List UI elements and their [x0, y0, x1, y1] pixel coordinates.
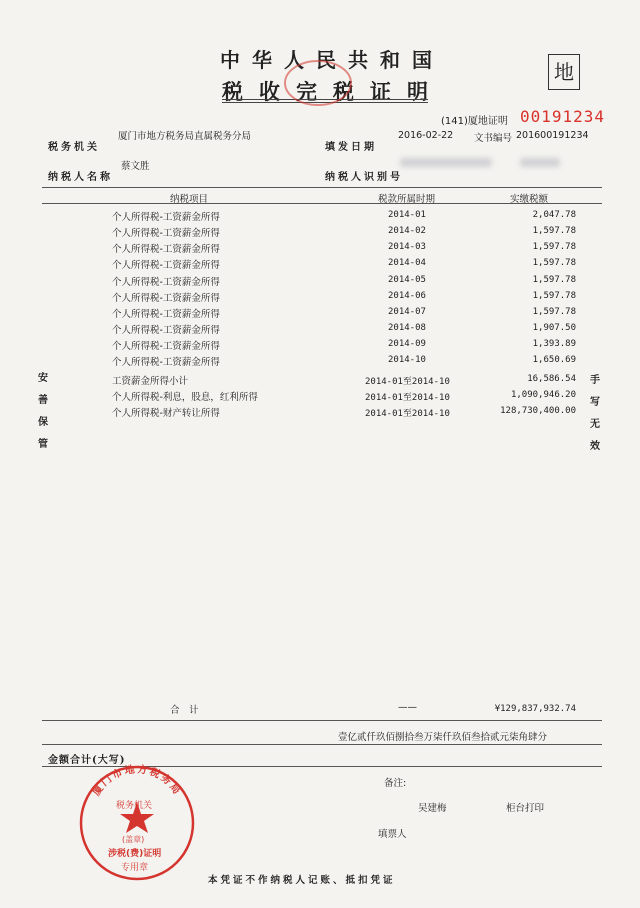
- row-item: 个人所得税-工资薪金所得: [112, 277, 220, 288]
- total-in-words: 壹亿贰仟玖佰捌拾叁万柒仟玖佰叁拾贰元柒角肆分: [338, 732, 548, 743]
- summary-item: 个人所得税-利息，股息，红利所得: [112, 392, 258, 403]
- taxpayer-name-value: 蔡文胜: [121, 161, 150, 172]
- words-rule: [42, 744, 602, 745]
- row-amount: 1,597.78: [532, 275, 576, 285]
- seal-ring-text: 厦门市地方税务局: [91, 764, 183, 798]
- remarks-label: 备注:: [384, 778, 407, 789]
- totals-rule: [42, 720, 602, 721]
- row-item: 个人所得税-工资薪金所得: [112, 357, 220, 368]
- row-amount: 1,393.89: [532, 339, 576, 349]
- seal-bottom-text-2: 专用章: [121, 863, 149, 873]
- doc-no-label: 文书编号: [474, 133, 513, 144]
- side-note-left: 安善保管: [38, 373, 48, 450]
- person-name: 吴建梅: [418, 803, 447, 814]
- row-period: 2014-09: [388, 339, 426, 349]
- taxpayer-id-redacted-2: [520, 158, 560, 167]
- row-item: 个人所得税-工资薪金所得: [112, 309, 220, 320]
- side-note-right: 手写无效: [590, 375, 600, 452]
- row-item: 个人所得税-工资薪金所得: [112, 212, 220, 223]
- form-marker-box: 地: [548, 54, 580, 90]
- amount-words-label: 金额合计(大写): [48, 755, 126, 766]
- row-item: 个人所得税-工资薪金所得: [112, 228, 220, 239]
- row-period: 2014-07: [388, 307, 426, 317]
- row-period: 2014-02: [388, 226, 426, 236]
- taxpayer-id-redacted: [400, 158, 492, 167]
- summary-amount: 128,730,400.00: [500, 406, 576, 416]
- summary-period: 2014-01至2014-10: [365, 393, 450, 403]
- printing-note: 柜台打印: [506, 803, 545, 814]
- taxpayer-id-label: 纳税人识别号: [325, 172, 403, 183]
- row-period: 2014-04: [388, 258, 426, 268]
- header-amount: 实缴税额: [510, 194, 549, 205]
- title-line-1: 中华人民共和国: [220, 48, 444, 72]
- header-tax-item: 纳税项目: [170, 194, 209, 205]
- header-period: 税款所属时期: [378, 194, 436, 205]
- seal-bottom-text-1: 涉税(费)证明: [108, 849, 162, 859]
- summary-period: 2014-01至2014-10: [365, 409, 450, 419]
- row-amount: 1,907.50: [532, 323, 576, 333]
- title-line-2: 税收完税证明: [222, 79, 444, 104]
- issue-date-value: 2016-02-22: [398, 130, 454, 141]
- summary-amount: 16,586.54: [527, 374, 576, 384]
- row-item: 个人所得税-工资薪金所得: [112, 260, 220, 271]
- row-amount: 1,597.78: [532, 258, 576, 268]
- cert-number: 00191234: [520, 107, 606, 126]
- row-amount: 1,597.78: [532, 226, 576, 236]
- total-dash: ——: [398, 702, 417, 713]
- total-amount: ¥129,837,932.74: [494, 704, 576, 714]
- row-amount: 1,597.78: [532, 291, 576, 301]
- summary-amount: 1,090,946.20: [510, 390, 576, 400]
- seal-center-text-2: (盖章): [122, 835, 145, 844]
- row-period: 2014-01: [388, 210, 426, 220]
- summary-item: 工资薪金所得小计: [112, 376, 189, 387]
- cert-label: (141)厦地证明: [441, 116, 508, 127]
- row-item: 个人所得税-工资薪金所得: [112, 244, 220, 255]
- row-amount: 1,650.69: [532, 355, 576, 365]
- official-seal: [78, 764, 196, 882]
- row-period: 2014-05: [388, 275, 426, 285]
- summary-item: 个人所得税-财产转让所得: [112, 408, 220, 419]
- total-label: 合 计: [170, 705, 199, 716]
- tax-authority-value: 厦门市地方税务局直属税务分局: [118, 131, 252, 142]
- svg-text:厦门市地方税务局: [89, 764, 184, 798]
- row-item: 个人所得税-工资薪金所得: [112, 293, 220, 304]
- row-amount: 2,047.78: [532, 210, 576, 220]
- tax-authority-label: 税务机关: [48, 142, 100, 153]
- row-amount: 1,597.78: [532, 307, 576, 317]
- taxpayer-name-label: 纳税人名称: [48, 172, 113, 183]
- row-period: 2014-06: [388, 291, 426, 301]
- summary-period: 2014-01至2014-10: [365, 377, 450, 387]
- title-seal-icon: [282, 58, 354, 108]
- table-top-rule: [42, 187, 602, 188]
- row-amount: 1,597.78: [532, 242, 576, 252]
- row-period: 2014-03: [388, 242, 426, 252]
- row-item: 个人所得税-工资薪金所得: [112, 325, 220, 336]
- seal-center-text-1: 税务机关: [116, 801, 153, 811]
- issue-date-label: 填发日期: [325, 142, 377, 153]
- row-period: 2014-08: [388, 323, 426, 333]
- bottom-note: 本凭证不作纳税人记账、抵扣凭证: [208, 875, 396, 886]
- row-period: 2014-10: [388, 355, 426, 365]
- filler-label: 填票人: [378, 829, 407, 840]
- doc-no-value: 201600191234: [516, 130, 589, 141]
- row-item: 个人所得税-工资薪金所得: [112, 341, 220, 352]
